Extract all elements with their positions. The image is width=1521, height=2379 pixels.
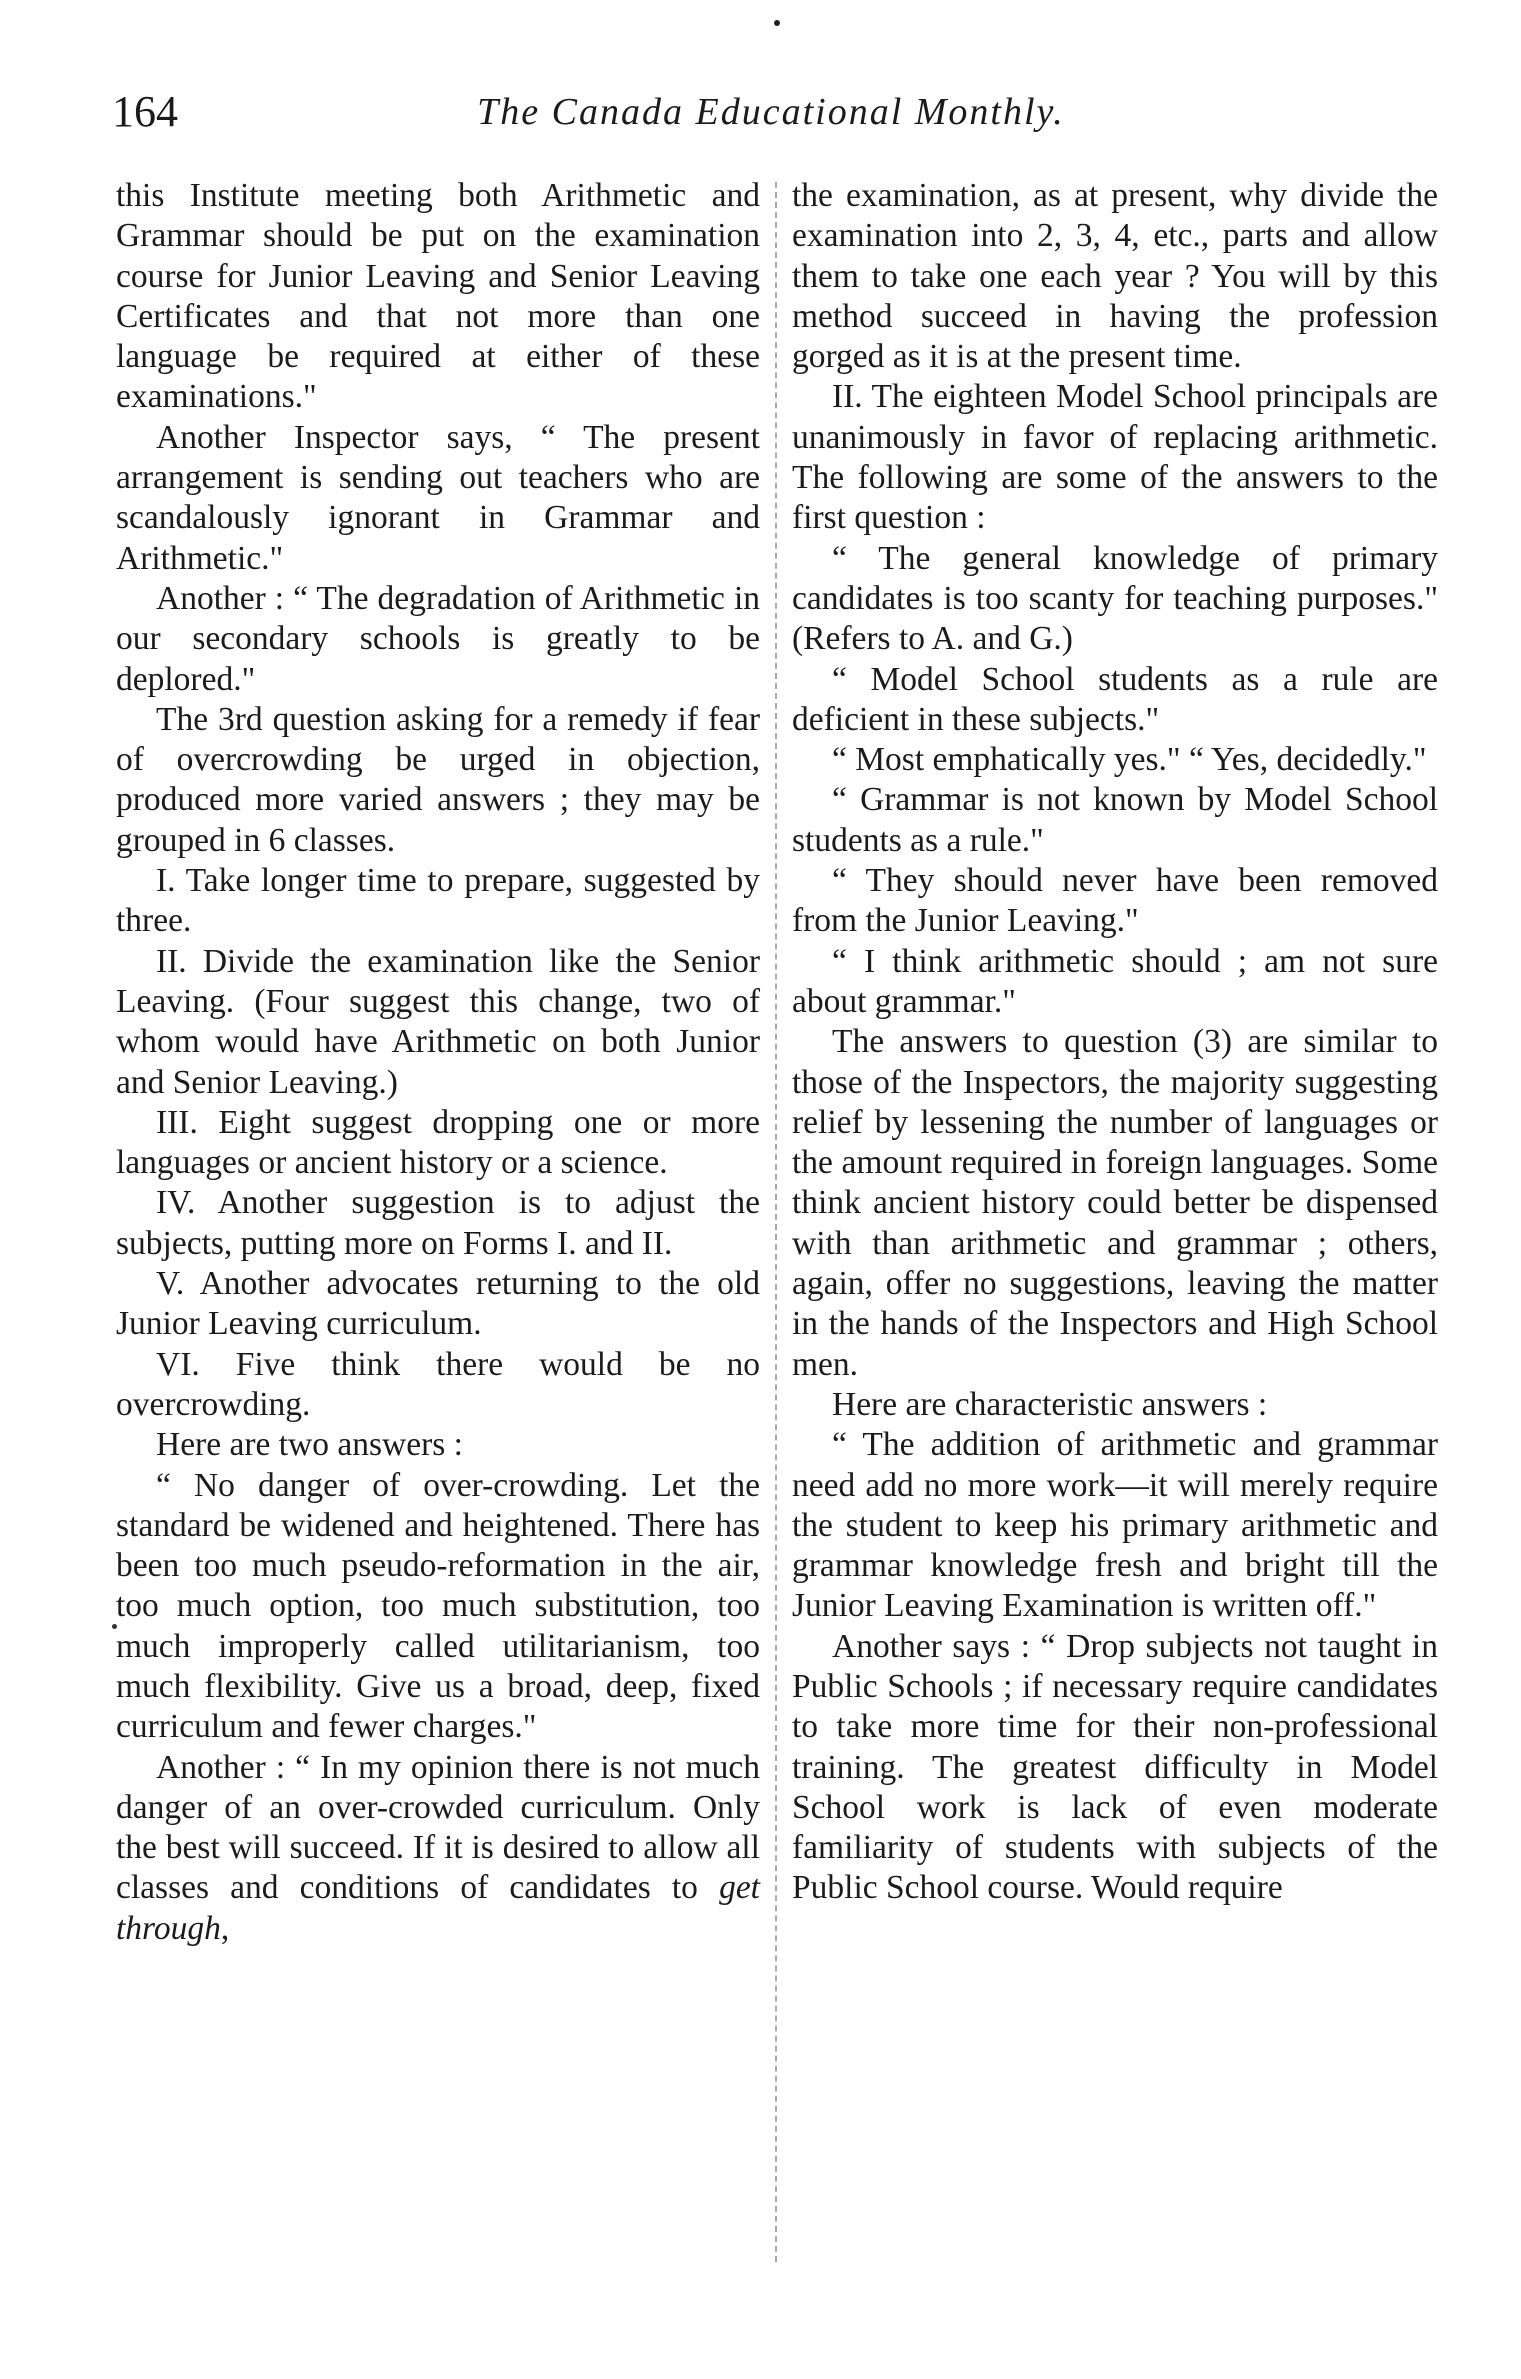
column-divider [775, 182, 777, 2262]
paragraph: “ Model School students as a rule are deficient in these subjects." [792, 660, 1438, 738]
paragraph: Here are characteristic answers : [832, 1385, 1268, 1423]
paragraph: II. Divide the examination like the Senior Leaving. (Four suggest this change, two of whom would have Arithmetic on both Junior and Senior Leaving.) [116, 942, 760, 1101]
paragraph: “ Most emphatically yes." “ Yes, decidedly." [832, 741, 1427, 779]
paragraph [116, 1748, 760, 1949]
paragraph: I. Take longer time to prepare, suggested by three. [116, 862, 760, 940]
italic-phrase: get through [116, 1869, 760, 1947]
paragraph: “ No danger of over-crowding. Let the standard be widened and heightened. There has been too much pseudo-reformation in the air, too much option, too much substitution, too much improperly called utilitarianism, too much flexibility. Give us a broad, deep, fixed curriculum and fewer charges." [116, 1466, 760, 1746]
paragraph: IV. Another suggestion is to adjust the subjects, putting more on Forms I. and II. [116, 1184, 760, 1262]
printer-dot-mark [774, 20, 780, 26]
page-number: 164 [112, 87, 178, 136]
paragraph: “ The addition of arithmetic and grammar need add no more work—it will merely require the student to keep his primary arithmetic and grammar knowledge fresh and bright till the Junior Leaving Examination is written off." [792, 1426, 1438, 1625]
paragraph-end-punctuation: , [220, 1909, 230, 1947]
paragraph: The 3rd question asking for a remedy if fear of overcrowding be urged in objection, produced more varied answers ; they may be grouped in 6 classes. [116, 700, 760, 859]
paragraph: VI. Five think there would be no overcrowding. [116, 1345, 760, 1423]
paragraph: III. Eight suggest dropping one or more languages or ancient history or a science. [116, 1103, 760, 1182]
paragraph: “ I think arithmetic should ; am not sure about grammar." [792, 942, 1438, 1020]
paragraph: this Institute meeting both Arithmetic and Grammar should be put on the examination course for Junior Leaving and Senior Leaving Certificates and that not more than one language be required at either of these examinations." [116, 177, 760, 416]
left-column [116, 176, 760, 1949]
paragraph: “ They should never have been removed from the Junior Leaving." [792, 862, 1438, 940]
paragraph: II. The eighteen Model School principals are unanimously in favor of replacing arithmetic. The following are some of the answers to the first question : [792, 378, 1438, 537]
page-header [112, 82, 1430, 142]
paragraph: V. Another advocates returning to the old Junior Leaving curriculum. [116, 1265, 760, 1343]
paragraph: “ The general knowledge of primary candidates is too scanty for teaching purposes." (Refers to A. and G.) [792, 539, 1438, 658]
paragraph: Here are two answers : [156, 1426, 463, 1464]
paragraph: The answers to question (3) are similar to those of the Inspectors, the majority suggesting relief by lessening the number of languages or the amount required in foreign languages. Some think ancient history could better be dispensed with than arithmetic and grammar ; others, again, offer no suggestions, leaving the matter in the hands of the Inspectors and High School men. [792, 1023, 1438, 1383]
paragraph: Another Inspector says, “ The present arrangement is sending out teachers who are scandalously ignorant in Grammar and Arithmetic." [116, 418, 760, 577]
paragraph-text: Another : “ In my opinion there is not much danger of an over-crowded curriculum. Only the best will succeed. If it is desired to allow all classes and conditions of candidates to [116, 1748, 760, 1907]
paragraph: Another : “ The degradation of Arithmetic in our secondary schools is greatly to be deplored." [116, 579, 760, 698]
paragraph: the examination, as at present, why divide the examination into 2, 3, 4, etc., parts and allow them to take one each year ? You will by this method succeed in having the profession gorged as it is at the present time. [792, 177, 1438, 376]
paragraph: “ Grammar is not known by Model School students as a rule." [792, 781, 1438, 859]
right-column [792, 176, 1438, 1909]
paragraph: Another says : “ Drop subjects not taught in Public Schools ; if necessary require candidates to take more time for their non-professional training. The greatest difficulty in Model School work is lack of even moderate familiarity of students with subjects of the Public School course. Would require [792, 1627, 1438, 1907]
running-title: The Canada Educational Monthly. [477, 91, 1065, 133]
